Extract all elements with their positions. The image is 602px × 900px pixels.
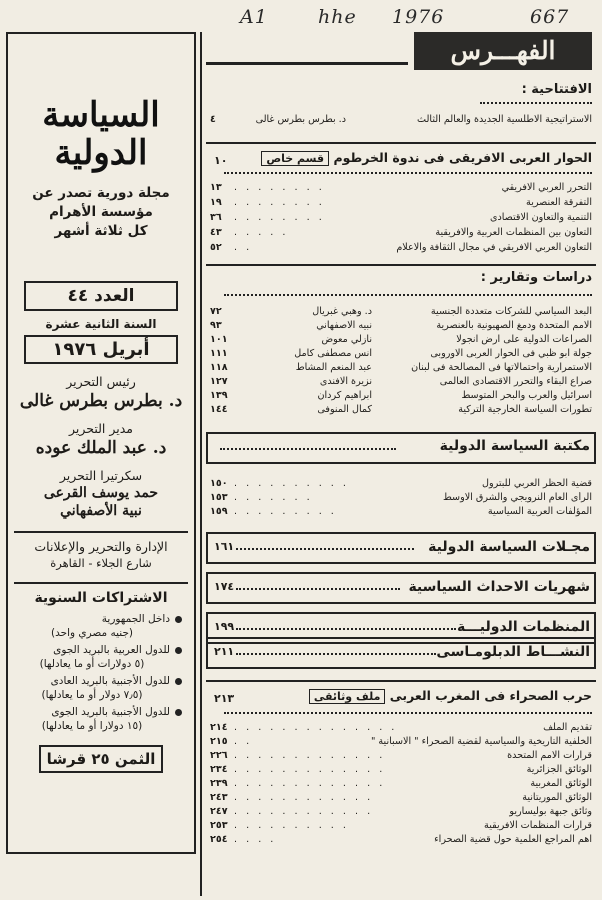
logo-line-1: السياسة [42,95,160,135]
dotted-rule [236,653,436,655]
toc-entry: صراع البقاء والتحرر الاقتصادى العالمى نزيرة الافندى ١٢٧ [210,376,592,387]
toc-entry: تقديم الملف . . . . . . . . . . . . . . ٢١٤ [210,722,592,733]
dotted-rule [236,548,414,550]
administration-label: الإدارة والتحرير والإعلانات [34,539,168,554]
toc-entry: التعاون العربي الافريقي في مجال الثقافة والاعلام . . ٥٢ [210,242,592,253]
toc-entry: تطورات السياسة الخارجية التركية كمال المنوفى ١٤٤ [210,404,592,415]
toc-entry: الخلفية التاريخية والسياسية لقضية الصحراء " الاسبانية " . . ٢١٥ [210,736,592,747]
managing-editor-label: مدير التحرير [68,421,133,436]
handwritten-code-a1: A1 [240,6,268,28]
studies-heading: دراسات وتقارير : [480,270,592,285]
column-divider [200,32,202,896]
page-number: ٢١٣ [214,692,235,705]
subscriptions-list [8,612,194,733]
subscription-item: للدول العربية بالبريد الجوى (٥ دولارات أو ما يعادلها) [14,643,182,671]
dotted-rule [220,448,396,450]
table-of-contents [206,32,596,896]
toc-entry: اهم المراجع العلمية حول قضية الصحراء . . . . ٢٥٤ [210,834,592,845]
subscription-item: للدول الأجنبية بالبريد العادى (٧٫٥ دولار أو ما يعادلها) [14,674,182,702]
section-rule [206,142,596,144]
dotted-rule [224,294,592,296]
chief-editor-label: رئيس التحرير [66,374,136,389]
issue-number: العدد ٤٤ [24,281,178,311]
toc-entry: قضية الحظر العربي للبترول . . . . . . . . . . ١٥٠ [210,478,592,489]
handwritten-code-hhe: hhe [318,6,357,28]
divider [14,531,188,533]
library-heading: مكتبة السياسة الدولية [439,438,590,454]
toc-entry: الصراعات الدولية على ارض انجولا نازلي معوض ١٠١ [210,334,592,345]
handwritten-year: 1976 [392,6,445,28]
special-section-tag: قسم خاص [261,151,329,166]
toc-entry: الوثائق المغربية . . . . . . . . . . . . . ٢٣٩ [210,778,592,789]
toc-entry: التحرر العربي الافريقي . . . . . . . . ١٣ [210,182,592,193]
handwritten-number: 667 [530,6,570,28]
toc-entry: قرارات المنظمات الافريقية . . . . . . . . . . ٢٥٣ [210,820,592,831]
page-number: ١٠ [214,154,228,167]
dotted-rule [236,588,400,590]
toc-title: الفهـــرس [414,32,592,70]
description-line: مجلة دورية تصدر عن [32,185,170,201]
address: شارع الجلاء - القاهرة [50,556,152,570]
page-number: ١٦١ [214,540,235,553]
journals-heading: مجـلات السياسة الدولية [428,539,590,555]
dossier-tag: ملف وثائقى [309,689,386,704]
toc-entry: قرارات الامم المتحدة . . . . . . . . . . . . . ٢٢٦ [210,750,592,761]
toc-entry: الاستمرارية واحتمالاتها فى المصالحة فى لبنان عبد المنعم المشاط ١١٨ [210,362,592,373]
dotted-rule [236,628,456,630]
magazine-logo [8,96,194,172]
toc-entry: وثائق جبهة بوليساريو . . . . . . . . . . . . ٢٤٧ [210,806,592,817]
page-number: ٢١١ [214,645,235,658]
opening-heading: الافتتاحية : [521,82,592,97]
section-rule [206,264,596,266]
events-heading: شهريات الاحداث السياسية [408,579,590,595]
toc-entry: الامم المتحدة ودمغ الصهيونية بالعنصرية نبيه الاصفهاني ٩٣ [210,320,592,331]
toc-entry: اسرائيل والعرب والبحر المتوسط ابراهيم كردان ١٣٩ [210,390,592,401]
secretary-name: حمد يوسف القرعى [43,485,159,501]
price: الثمن ٢٥ قرشا [39,745,163,773]
managing-editor-name: د. عبد الملك عوده [35,438,167,458]
volume-year: السنة الثانية عشرة [45,317,157,331]
page-number: ١٧٤ [214,580,235,593]
description-line: مؤسسة الأهرام [49,204,153,220]
toc-entry: الوثائق الجزائرية . . . . . . . . . . . . . ٢٣٤ [210,764,592,775]
organizations-heading: المنظمات الدوليـــة [456,619,590,635]
toc-entry: الوثائق الموريتانية . . . . . . . . . . . . ٢٤٣ [210,792,592,803]
divider [14,582,188,584]
description-line: كل ثلاثة أشهر [54,223,148,239]
secretaries-label: سكرتيرا التحرير [59,468,143,483]
subscription-item: للدول الأجنبية بالبريد الجوى (١٥ دولارا أو ما يعادلها) [14,705,182,733]
dotted-rule [224,172,592,174]
chief-editor-name: د. بطرس بطرس غالى [19,391,183,411]
toc-entry: البعد السياسي للشركات متعددة الجنسية د. وهبي غبريال ٧٢ [210,306,592,317]
masthead-sidebar [6,32,196,854]
toc-entry: التفرقة العنصرية . . . . . . . . ١٩ [210,197,592,208]
logo-line-2: الدولية [54,133,148,173]
toc-entry: المؤلفات العربية السياسية . . . . . . . . . ١٥٩ [210,506,592,517]
dotted-rule [224,712,592,714]
toc-entry: الاستراتيجية الاطلسية الجديدة والعالم الثالث د. بطرس بطرس غالى ٤ [210,114,592,125]
subscriptions-title: الاشتراكات السنوية [34,590,168,606]
toc-entry: جولة ابو ظبي فى الحوار العربى الاوروبى انس مصطفى كامل ١١١ [210,348,592,359]
magazine-description [8,184,194,241]
secretary-name: نبية الأصفهاني [60,503,142,519]
title-rule [206,62,408,65]
toc-entry: التنمية والتعاون الاقتصادى . . . . . . . . ٣٦ [210,212,592,223]
page-number: ١٩٩ [214,620,235,633]
toc-entry: التعاون بين المنظمات العربية والافريقية . . . . . ٤٣ [210,227,592,238]
toc-entry: الرأى العام النرويجي والشرق الاوسط . . . . . . . ١٥٣ [210,492,592,503]
dotted-rule [480,102,592,104]
section-rule [206,680,596,682]
sahara-heading: حرب الصحراء فى المغرب العربى ملف وثائقى [309,688,592,703]
khartoum-heading: الحوار العربى الافريقى فى ندوة الخرطوم قسم خاص [261,150,592,165]
subscription-item: داخل الجمهورية (جنيه مصري واحد) [14,612,182,640]
issue-date: أبريل ١٩٧٦ [24,335,178,364]
diplomatic-heading: النشـــاط الدبلومـاسى [436,644,590,660]
